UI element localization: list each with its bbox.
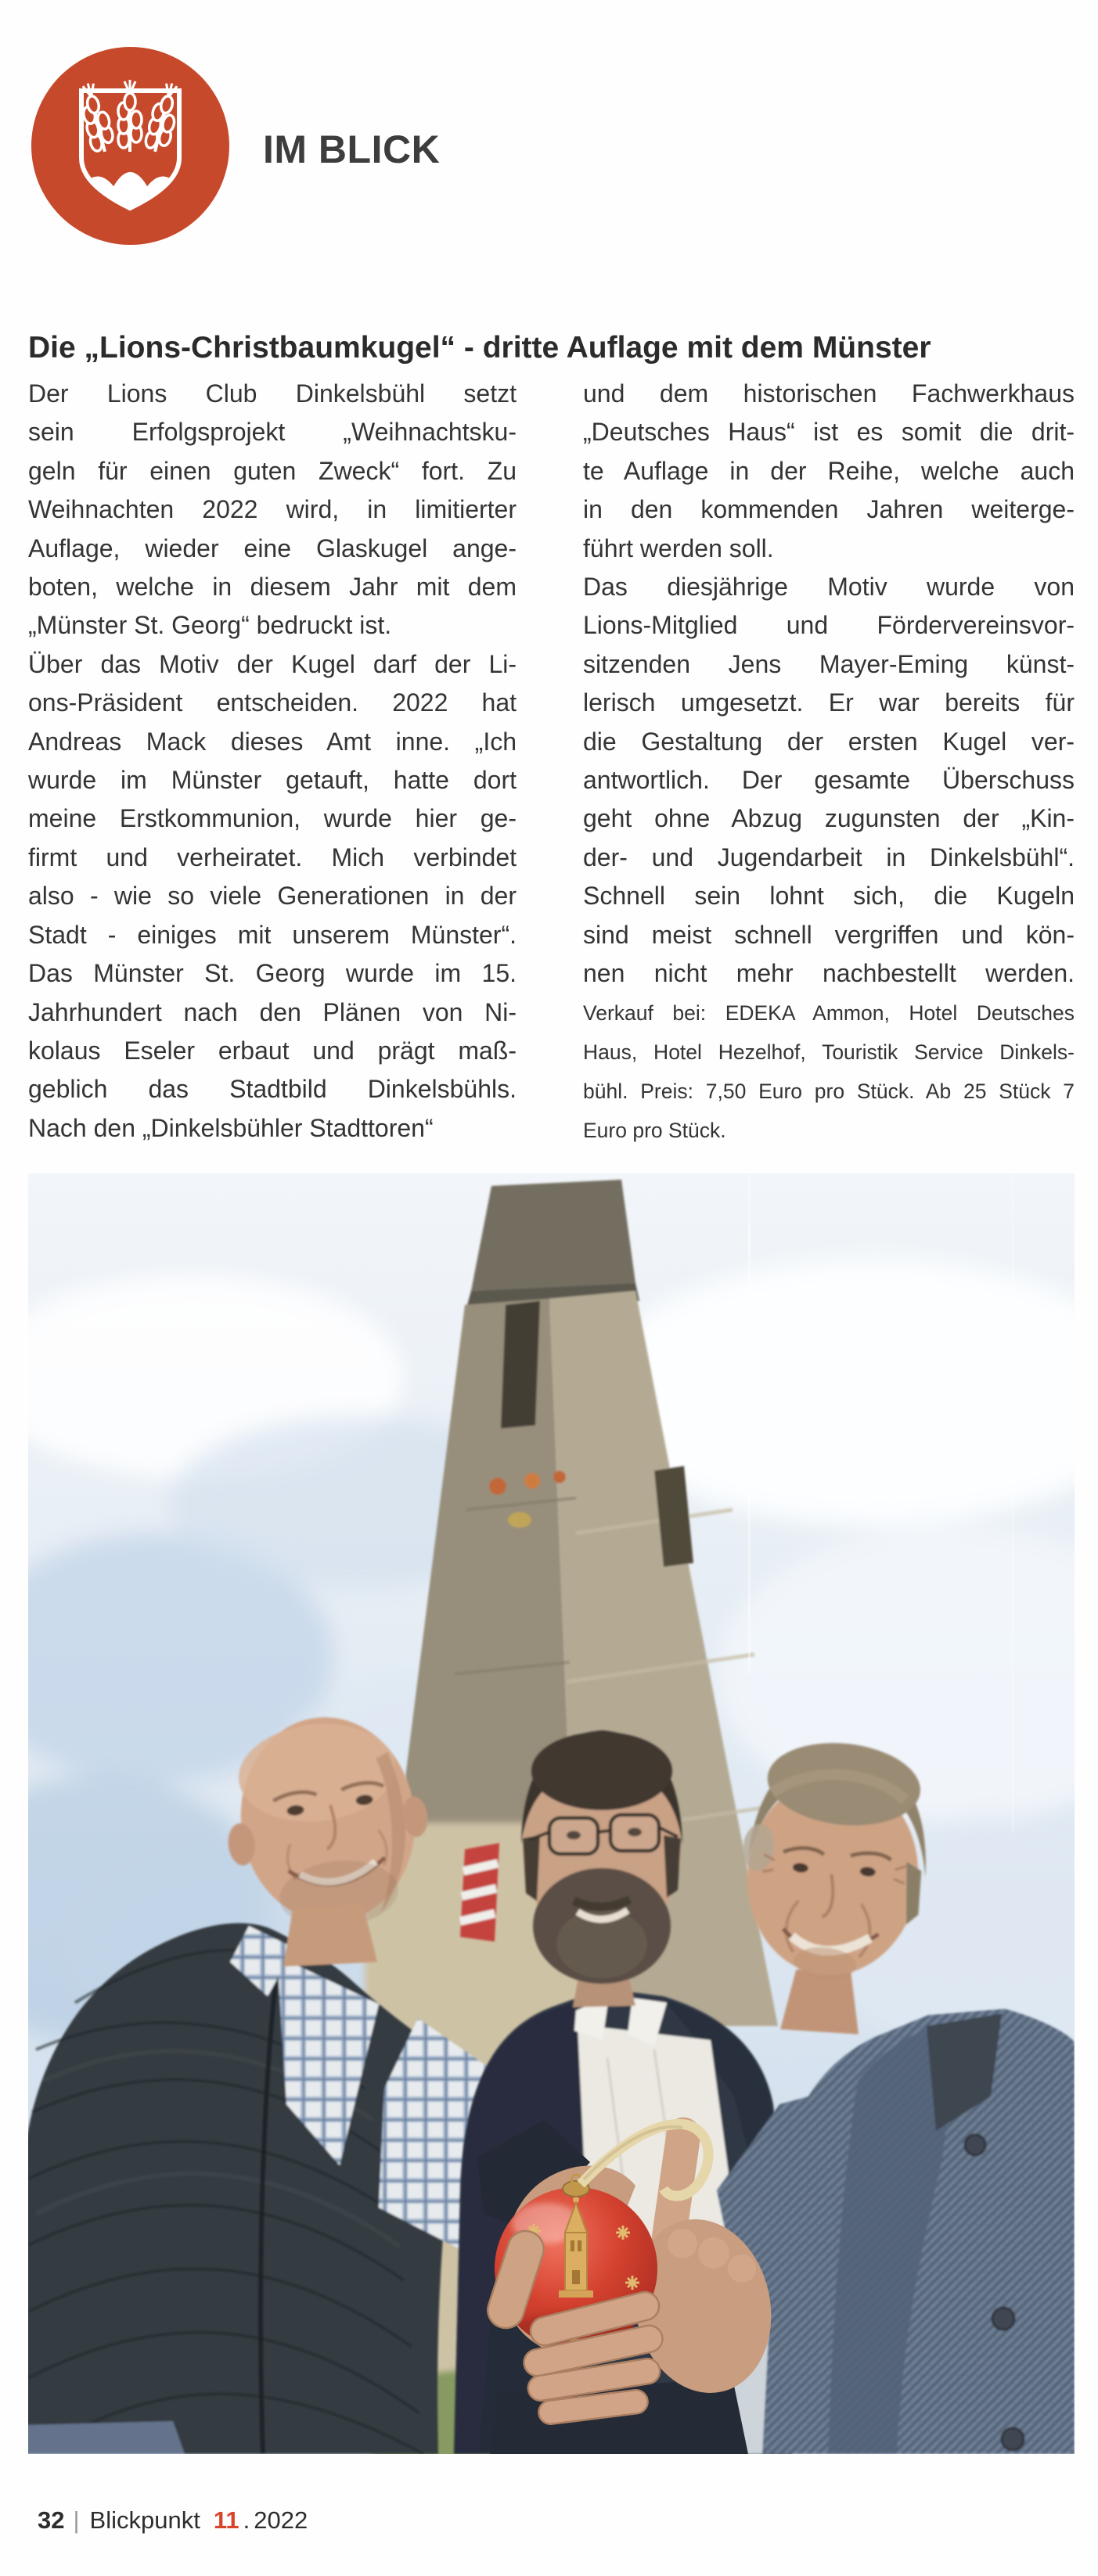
article-text-line: meine Erstkommunion, wurde hier ge- xyxy=(28,804,517,833)
article-text-line: die Gestaltung der ersten Kugel ver- xyxy=(583,727,1075,756)
article-text-line: firmt und verheiratet. Mich verbindet xyxy=(28,842,517,871)
photo-illustration xyxy=(28,1173,1075,2454)
footer-year: 2022 xyxy=(254,2506,308,2534)
article-text-line: antwortlich. Der gesamte Überschuss xyxy=(583,766,1075,795)
article-text-line: in den kommenden Jahren weiterge- xyxy=(583,495,1075,524)
article-text-line: Lions-Mitglied und Fördervereinsvor- xyxy=(583,611,1075,640)
article-text-line: Der Lions Club Dinkelsbühl setzt xyxy=(28,379,517,408)
article-text-line: Haus, Hotel Hezelhof, Touristik Service Dinkels- xyxy=(583,1040,1075,1064)
article-text-line: Euro pro Stück. xyxy=(583,1118,726,1142)
page-footer xyxy=(38,2506,308,2535)
article-text-line: Schnell sein lohnt sich, die Kugeln xyxy=(583,882,1075,911)
article-text-line: „Münster St. Georg“ bedruckt ist. xyxy=(28,611,392,640)
article-text-line: Auflage, wieder eine Glaskugel ange- xyxy=(28,534,517,562)
section-title: IM BLICK xyxy=(263,128,441,171)
article-text-line: geht ohne Abzug zugunsten der „Kin- xyxy=(583,804,1075,833)
footer-separator: | xyxy=(73,2506,80,2534)
wheat-ears xyxy=(77,80,184,155)
article-text-line: Stadt - einiges mit unserem Münster“. xyxy=(28,920,517,949)
article-text-line: Weihnachten 2022 wird, in limitierter xyxy=(28,495,517,524)
article-text-line: wurde im Münster getauft, hatte dort xyxy=(28,766,517,795)
article-text-line: Das diesjährige Motiv wurde von xyxy=(583,573,1075,602)
article-text-line: nen nicht mehr nachbestellt werden. xyxy=(583,959,1075,988)
article-text-line: „Deutsches Haus“ ist es somit die drit- xyxy=(583,418,1075,447)
article-text-line: sein Erfolgsprojekt „Weihnachtsku- xyxy=(28,418,517,447)
magazine-name: Blickpunkt xyxy=(89,2506,200,2534)
page-number: 32 xyxy=(38,2506,65,2534)
footer-dot: . xyxy=(243,2506,250,2534)
article-text-line: bühl. Preis: 7,50 Euro pro Stück. Ab 25 Stück 7 xyxy=(583,1079,1075,1103)
article-text-line: geblich das Stadtbild Dinkelsbühls. xyxy=(28,1075,517,1104)
article-text-line: sitzenden Jens Mayer-Eming künst- xyxy=(583,649,1075,678)
article-text-line: Verkauf bei: EDEKA Ammon, Hotel Deutsches xyxy=(583,1001,1075,1025)
article-text-line: kolaus Eseler erbaut und prägt maß- xyxy=(28,1036,517,1065)
article-text-line: boten, welche in diesem Jahr mit dem xyxy=(28,573,517,602)
three-hills xyxy=(67,172,194,219)
crest-icon xyxy=(31,47,229,245)
article-text-line: te Auflage in der Reihe, welche auch xyxy=(583,456,1075,485)
article-text-line: geln für einen guten Zweck“ fort. Zu xyxy=(28,456,517,485)
article-text-line: lerisch umgesetzt. Er war bereits für xyxy=(583,688,1075,717)
article-text-line: führt werden soll. xyxy=(583,534,774,562)
article-column-right xyxy=(583,375,1075,1150)
article-text-line: und dem historischen Fachwerkhaus xyxy=(583,379,1075,408)
dinkelsbuehl-crest-logo xyxy=(31,47,229,245)
article-text-line: Das Münster St. Georg wurde im 15. xyxy=(28,959,517,988)
article-text-line: Jahrhundert nach den Plänen von Ni- xyxy=(28,997,517,1026)
article-photo xyxy=(28,1173,1075,2454)
issue-number: 11 xyxy=(213,2506,239,2534)
article-text-line: Andreas Mack dieses Amt inne. „Ich xyxy=(28,727,517,756)
article-text-line: Über das Motiv der Kugel darf der Li- xyxy=(28,649,517,678)
article-text-line: sind meist schnell vergriffen und kön- xyxy=(583,920,1075,949)
article-text-line: der- und Jugendarbeit in Dinkelsbühl“. xyxy=(583,842,1075,871)
article-headline: Die „Lions-Christbaumkugel“ - dritte Auflage mit dem Münster xyxy=(28,331,931,365)
article-column-left xyxy=(28,375,517,1148)
article-text-line: also - wie so viele Generationen in der xyxy=(28,882,517,911)
article-text-line: ons-Präsident entscheiden. 2022 hat xyxy=(28,688,517,717)
article-text-line: Nach den „Dinkelsbühler Stadttoren“ xyxy=(28,1113,434,1142)
